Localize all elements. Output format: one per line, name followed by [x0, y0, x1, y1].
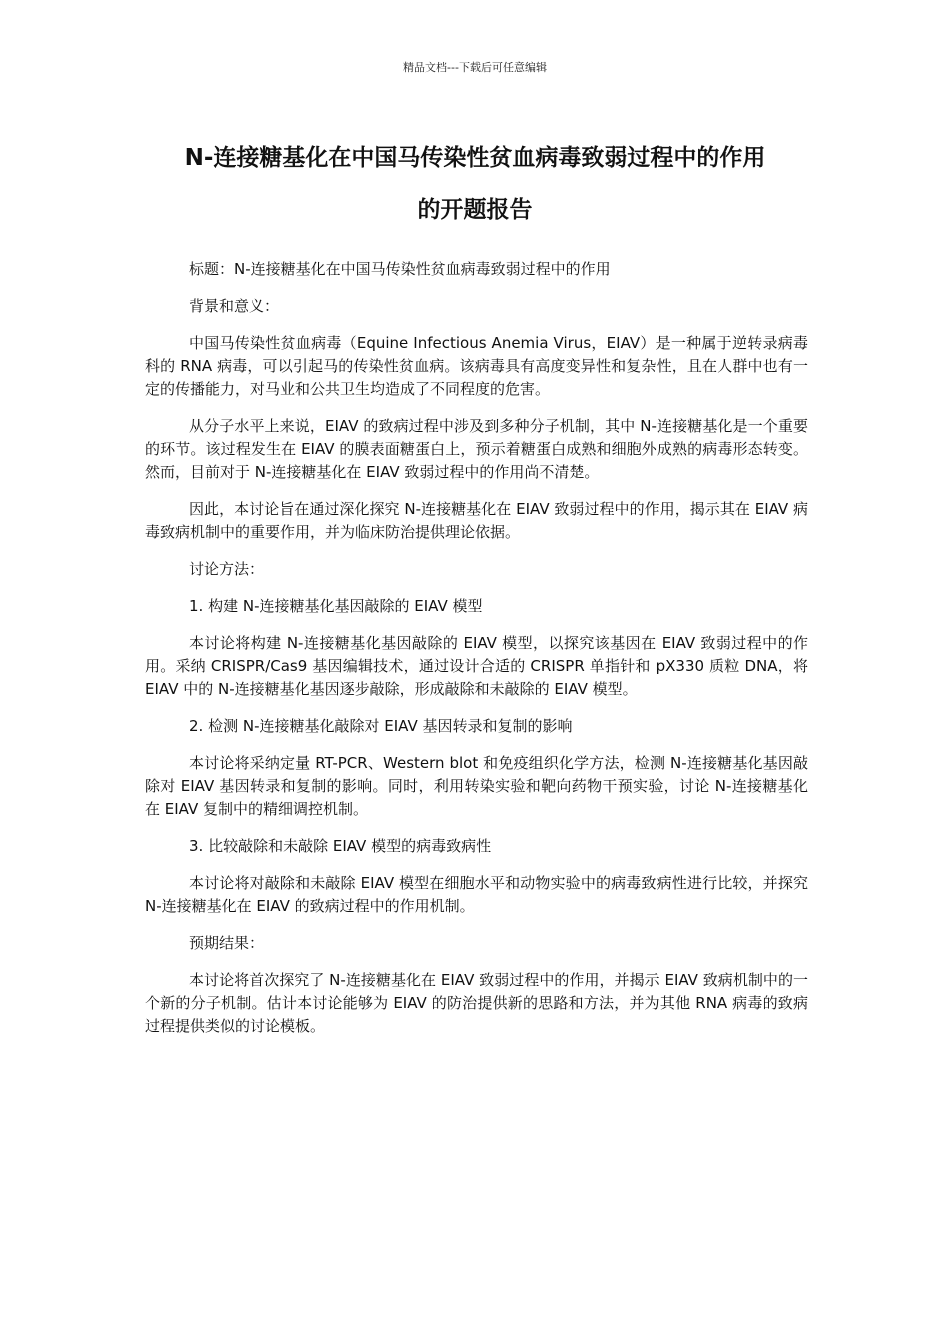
method-heading-1: 1. 构建 N-连接糖基化基因敲除的 EIAV 模型 — [189, 597, 483, 615]
header-note: 精品文档---下载后可任意编辑 — [403, 61, 547, 74]
method-heading-2: 2. 检测 N-连接糖基化敲除对 EIAV 基因转录和复制的影响 — [189, 717, 573, 735]
heading-methods: 讨论方法： — [189, 560, 265, 578]
title-line-2: 的开题报告 — [417, 197, 533, 223]
paragraph-expected-results: 本讨论将首次探究了 N-连接糖基化在 EIAV 致弱过程中的作用，并揭示 EIAV 致病机制中的一个新的分子机制。估计本讨论能够为 EIAV 的防治提供新的思路和方法，并为其他 RNA 病毒的致病过程提供类似的讨论模板。 — [145, 971, 808, 1035]
method-paragraph-1: 本讨论将构建 N-连接糖基化基因敲除的 EIAV 模型，以探究该基因在 EIAV 致弱过程中的作用。采纳 CRISPR/Cas9 基因编辑技术，通过设计合适的 CRISPR 单指针和 pX330 质粒 DNA，将 EIAV 中的 N-连接糖基化基因逐步敲除，形成敲除和未敲除的 EIAV 模型。 — [145, 634, 808, 698]
paragraph-subject: 标题：N-连接糖基化在中国马传染性贫血病毒致弱过程中的作用 — [189, 260, 611, 278]
document-body — [145, 258, 808, 1052]
method-paragraph-3: 本讨论将对敲除和未敲除 EIAV 模型在细胞水平和动物实验中的病毒致病性进行比较，并探究 N-连接糖基化在 EIAV 的致病过程中的作用机制。 — [145, 874, 808, 915]
heading-background: 背景和意义： — [189, 297, 280, 315]
title-line-1: N-连接糖基化在中国马传染性贫血病毒致弱过程中的作用 — [184, 145, 766, 171]
heading-expected-results: 预期结果： — [189, 934, 265, 952]
method-paragraph-2: 本讨论将采纳定量 RT-PCR、Western blot 和免疫组织化学方法，检测 N-连接糖基化基因敲除对 EIAV 基因转录和复制的影响。同时，利用转染实验和靶向药物干预实验，讨论 N-连接糖基化在 EIAV 复制中的精细调控机制。 — [145, 754, 808, 818]
document-title — [140, 132, 810, 236]
method-heading-3: 3. 比较敲除和未敲除 EIAV 模型的病毒致病性 — [189, 837, 492, 855]
paragraph-background-1: 中国马传染性贫血病毒（Equine Infectious Anemia Virus，EIAV）是一种属于逆转录病毒科的 RNA 病毒，可以引起马的传染性贫血病。该病毒具有高度变异性和复杂性，且在人群中也有一定的传播能力，对马业和公共卫生均造成了不同程度的危害。 — [145, 334, 808, 398]
paragraph-background-3: 因此，本讨论旨在通过深化探究 N-连接糖基化在 EIAV 致弱过程中的作用，揭示其在 EIAV 病毒致病机制中的重要作用，并为临床防治提供理论依据。 — [145, 500, 808, 541]
paragraph-background-2: 从分子水平上来说，EIAV 的致病过程中涉及到多种分子机制，其中 N-连接糖基化是一个重要的环节。该过程发生在 EIAV 的膜表面糖蛋白上，预示着糖蛋白成熟和细胞外成熟的病毒形态转变。然而，目前对于 N-连接糖基化在 EIAV 致弱过程中的作用尚不清楚。 — [145, 417, 808, 481]
